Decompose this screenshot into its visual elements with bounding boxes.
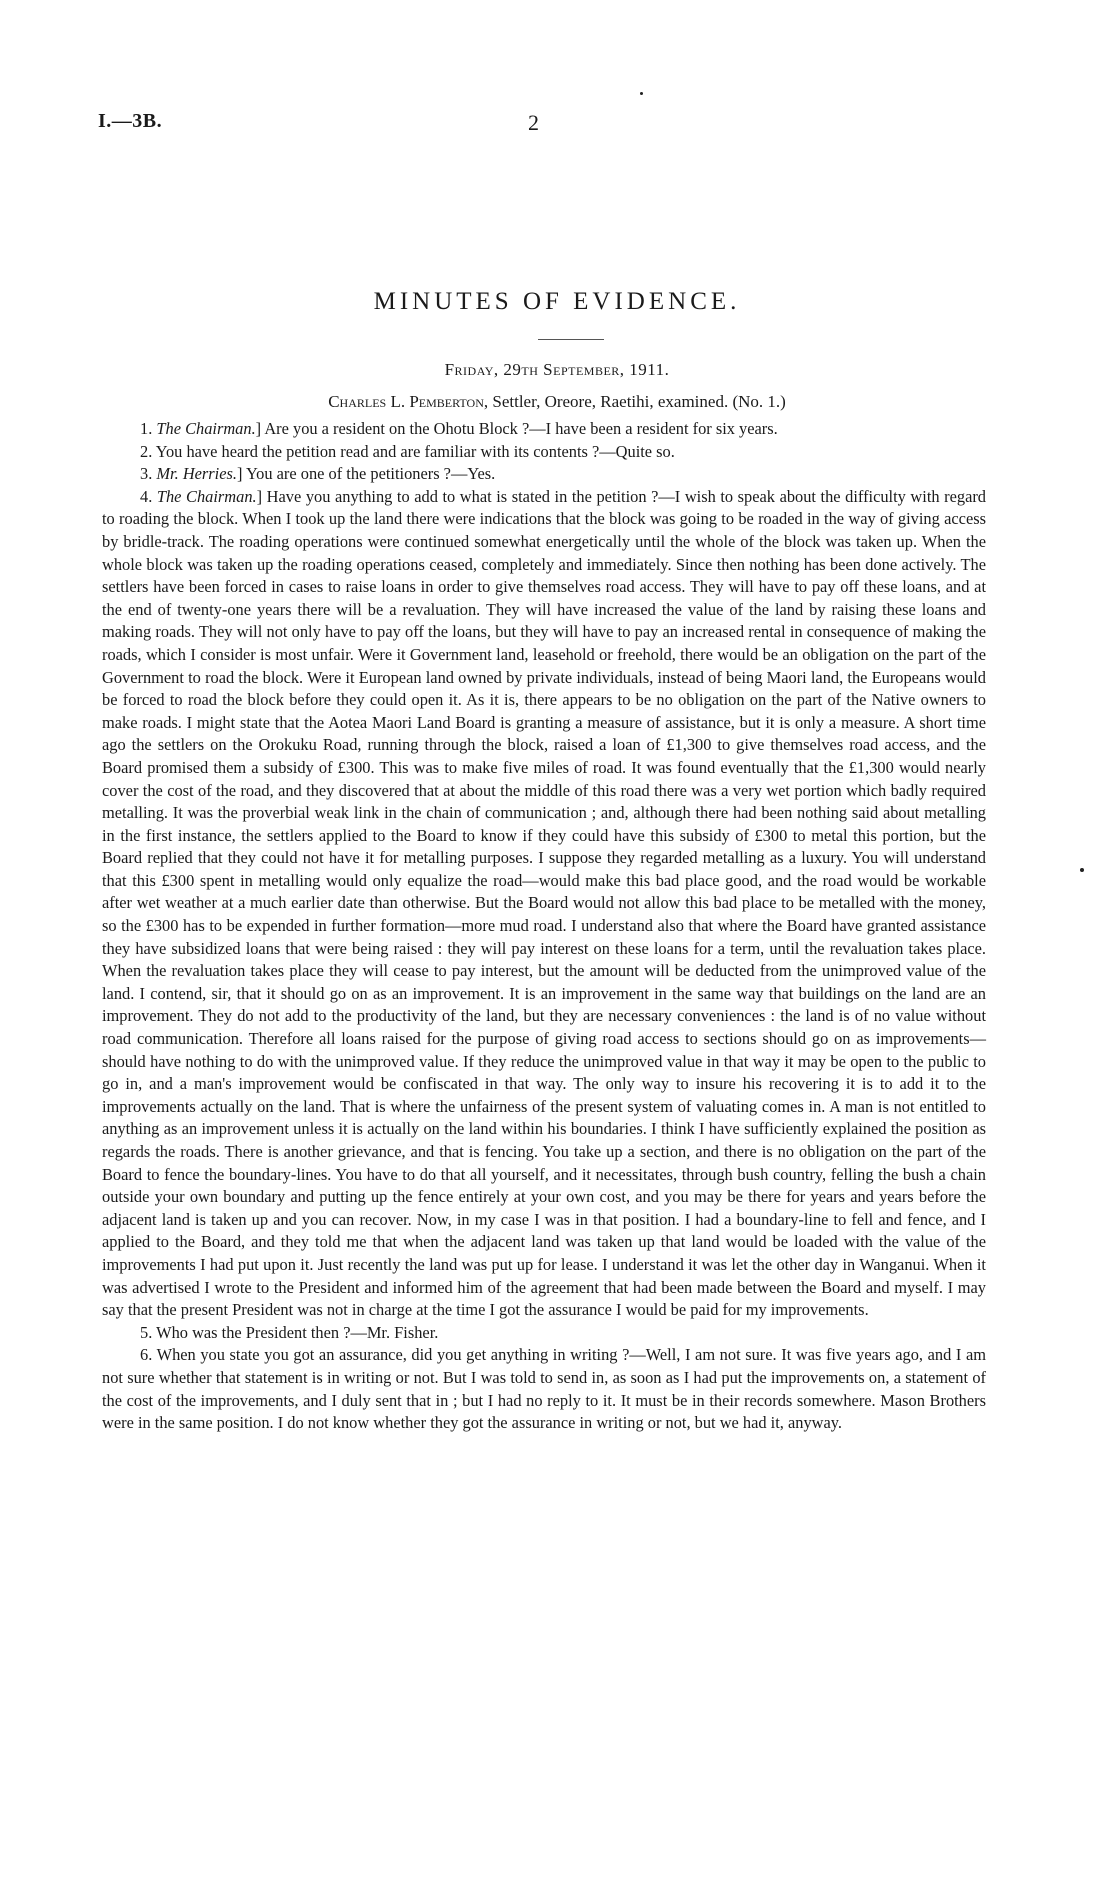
question-text: Are you a resident on the Ohotu Block ?—I have been a resident for six years. — [261, 419, 778, 438]
evidence-body — [102, 418, 986, 1435]
question-4: 4. The Chairman.] Have you anything to add to what is stated in the petition ?—I wish to speak about the difficulty with regard to roading the block. When I took up the land there were indications that the block was going to be roaded in the way of giving access by bridle-track. The roading operations were continued somewhat energetically until the whole of the block was taken up. When the whole block was taken up the roading operations ceased, completely and immediately. Since then nothing has been done actively. The settlers have been forced in cases to raise loans in order to give themselves road access. They will have to pay off these loans, and at the end of twenty-one years there will be a revaluation. They will have increased the value of the land by raising these loans and making roads. They will not only have to pay off the loans, but they will have to pay an increased rental in consequence of making the roads, which I consider is most unfair. Were it Government land, leasehold or freehold, there would be an obligation on the part of the Government to road the block. Were it European land owned by private individuals, instead of being Maori land, the Europeans would be forced to road the block before they could open it. As it is, there appears to be no obligation on the part of the Native owners to make roads. I might state that the Aotea Maori Land Board is granting a measure of assistance, but it is only a measure. A short time ago the settlers on the Orokuku Road, running through the block, raised a loan of £1,300 to give themselves road access, and the Board promised them a subsidy of £300. This was to make five miles of road. It was found eventually that the £1,300 would nearly cover the cost of the road, and they discovered that at about the middle of this road there was a very wet portion which badly required metalling. It was the proverbial weak link in the chain of communication ; and, although there had been nothing said about metalling in the first instance, the settlers applied to the Board to know if they could have this subsidy of £300 to metal this portion, but the Board replied that they could not have it for metalling purposes. I suppose they regarded metalling as a luxury. You will understand that this £300 spent in metalling would only equalize the road—would make this bad place good, and the road would be workable after wet weather at a much earlier date than otherwise. But the Board would not allow this bad place to be metalled with the money, so the £300 has to be expended in further formation—more mud road. I understand also that where the Board have granted assistance they have subsidized loans that were being raised : they will pay interest on these loans for a term, until the revaluation takes place. When the revaluation takes place they will cease to pay interest, but the amount will be deducted from the unimproved value of the land. I contend, sir, that it should go on as an improvement. It is an improvement in the same way that buildings on the land are an improvement. They do not add to the productivity of the land, but they are necessary conveniences : the land is of no value without road communication. Therefore all loans raised for the purpose of giving road access to sections should go on as improvements—should have nothing to do with the unimproved value. If they reduce the unimproved value in that way it may be open to the public to go in, and a man's improvement would be confiscated in that way. The only way to insure his recovering it is to add it to the improvements actually on the land. That is where the unfairness of the present system of valuating comes in. A man is not entitled to anything as an improvement unless it is actually on the land within his boundaries. I think I have sufficiently explained the position as regards the roads. There is another grievance, and that is fencing. You take up a section, and there is no obligation on the part of the Board to fence the boundary-lines. You have to do that all yourself, and it necessitates, through bush country, felling the bush a chain outside your own boundary and putting up the fence entirely at your own cost, and you may be there for years and years before the adjacent land is taken up and you can recover. Now, in my case I was in that position. I had a boundary-line to fell and fence, and I applied to the Board, and they told me that when the adjacent land was taken up that land would be loaded with the value of the improvements I had put upon it. Just recently the land was put up for lease. I understand it was let the other day in Wanganui. When it was advertised I wrote to the President and informed him of the agreement that had been made between the Board and myself. I may say that the present President was not in charge at the time I got the assurance I would be paid for my improvements. — [102, 486, 986, 1320]
title-divider — [538, 339, 604, 340]
question-number: 6. — [140, 1345, 153, 1365]
question-text: Who was the President then ?—Mr. Fisher. — [156, 1322, 439, 1342]
ink-speck — [640, 92, 643, 95]
ink-speck — [1080, 868, 1084, 872]
question-number: 3. — [140, 464, 153, 484]
question-3: 3. Mr. Herries.] You are one of the petitioners ?—Yes. — [140, 464, 496, 484]
question-number: 1. — [140, 419, 153, 438]
witness-line — [0, 392, 1114, 412]
document-reference: I.—3B. — [98, 110, 163, 132]
speaker: Mr. Herries. — [156, 464, 237, 484]
speaker: The Chairman. — [156, 486, 257, 506]
witness-name: Charles L. Pemberton — [328, 392, 484, 411]
page-number: 2 — [528, 110, 539, 135]
question-2 — [102, 441, 986, 464]
witness-description: , Settler, Oreore, Raetihi, examined. (No. 1.) — [483, 392, 786, 411]
question-text: You are one of the petitioners ?—Yes. — [242, 464, 496, 484]
question-5 — [102, 1322, 986, 1345]
question-text: Have you anything to add to what is stated in the petition ?—I wish to speak about the difficulty with regard to roading the block. When I took up the land there were indications that the block was going to be roaded in the way of giving access by bridle-track. The roading operations were continued somewhat energetically until the whole of the block was taken up. When the whole block was taken up the roading operations ceased, completely and immediately. Since then nothing has been done actively. The settlers have been forced in cases to raise loans in order to give themselves road access. They will have to pay off these loans, and at the end of twenty-one years there will be a revaluation. They will have increased the value of the land by raising these loans and making roads. They will not only have to pay off the loans, but they will have to pay an increased rental in consequence of making the roads, which I consider is most unfair. Were it Government land, leasehold or freehold, there would be an obligation on the part of the Government to road the block. Were it European land owned by private individuals, instead of being Maori land, the Europeans would be forced to road the block before they could open it. As it is, there appears to be no obligation on the part of the Native owners to make roads. I might state that the Aotea Maori Land Board is granting a measure of assistance, but it is only a measure. A short time ago the settlers on the Orokuku Road, running through the block, raised a loan of £1,300 to give themselves road access, and the Board promised them a subsidy of £300. This was to make five miles of road. It was found eventually that the £1,300 would nearly cover the cost of the road, and they discovered that at about the middle of this road there was a very wet portion which badly required metalling. It was the proverbial weak link in the chain of communication ; and, although there had been nothing said about metalling in the first instance, the settlers applied to the Board to know if they could have this subsidy of £300 to metal this portion, but the Board replied that they could not have it for metalling purposes. I suppose they regarded metalling as a luxury. You will understand that this £300 spent in metalling would only equalize the road—would make this bad place good, and the road would be workable after wet weather at a much earlier date than otherwise. But the Board would not allow this bad place to be metalled with the money, so the £300 has to be expended in further formation—more mud road. I understand also that where the Board have granted assistance they have subsidized loans that were being raised : they will pay interest on these loans for a term, until the revaluation takes place. When the revaluation takes place they will cease to pay interest, but the amount will be deducted from the unimproved value of the land. I contend, sir, that it should go on as an improvement. It is an improvement in the same way that buildings on the land are an improvement. They do not add to the productivity of the land, but they are necessary conveniences : the land is of no value without road communication. Therefore all loans raised for the purpose of giving road access to sections should go on as improvements—should have nothing to do with the unimproved value. If they reduce the unimproved value in that way it may be open to the public to go in, and a man's improvement would be confiscated in that way. The only way to insure his recovering it is to add it to the improvements actually on the land. That is where the unfairness of the present system of valuating comes in. A man is not entitled to anything as an improvement unless it is actually on the land within his boundaries. I think I have sufficiently explained the position as regards the roads. There is another grievance, and that is fencing. You take up a section, and there is no obligation on the part of the Board to fence the boundary-lines. You have to do that all yourself, and it necessitates, through bush country, felling the bush a chain outside your own boundary and putting up the fence entirely at your own cost, and you may be there for years and years before the adjacent land is taken up and you can recover. Now, in my case I was in that position. I had a boundary-line to fell and fence, and I applied to the Board, and they told me that when the adjacent land was taken up that land would be loaded with the value of the improvements I had put upon it. Just recently the land was put up for lease. I understand it was let the other day in Wanganui. When it was advertised I wrote to the President and informed him of the agreement that had been made between the Board and myself. I may say that the present President was not in charge at the time I got the assurance I would be paid for my improvements. — [102, 486, 986, 1320]
speaker: The Chairman. — [156, 419, 256, 438]
question-1: 1. The Chairman.] Are you a resident on the Ohotu Block ?—I have been a resident for six years. — [140, 419, 778, 438]
question-number: 2. — [140, 441, 153, 461]
question-number: 4. — [140, 486, 153, 506]
question-number: 5. — [140, 1322, 153, 1342]
session-date: Friday, 29th September, 1911. — [444, 360, 670, 379]
page-title: MINUTES OF EVIDENCE. — [373, 288, 741, 315]
question-text: When you state you got an assurance, did you get anything in writing ?—Well, I am not sure. It was five years ago, and I am not sure whether that statement is in writing or not. But I was told to send in, as soon as I had put the improvements on, a statement of the cost of the improvements, and I duly sent that in ; but I had no reply to it. It must be in their records somewhere. Mason Brothers were in the same position. I do not know whether they got the assurance in writing or not, but we had it, anyway. — [102, 1345, 986, 1433]
question-6 — [102, 1344, 986, 1434]
question-text: You have heard the petition read and are familiar with its contents ?—Quite so. — [155, 441, 675, 461]
